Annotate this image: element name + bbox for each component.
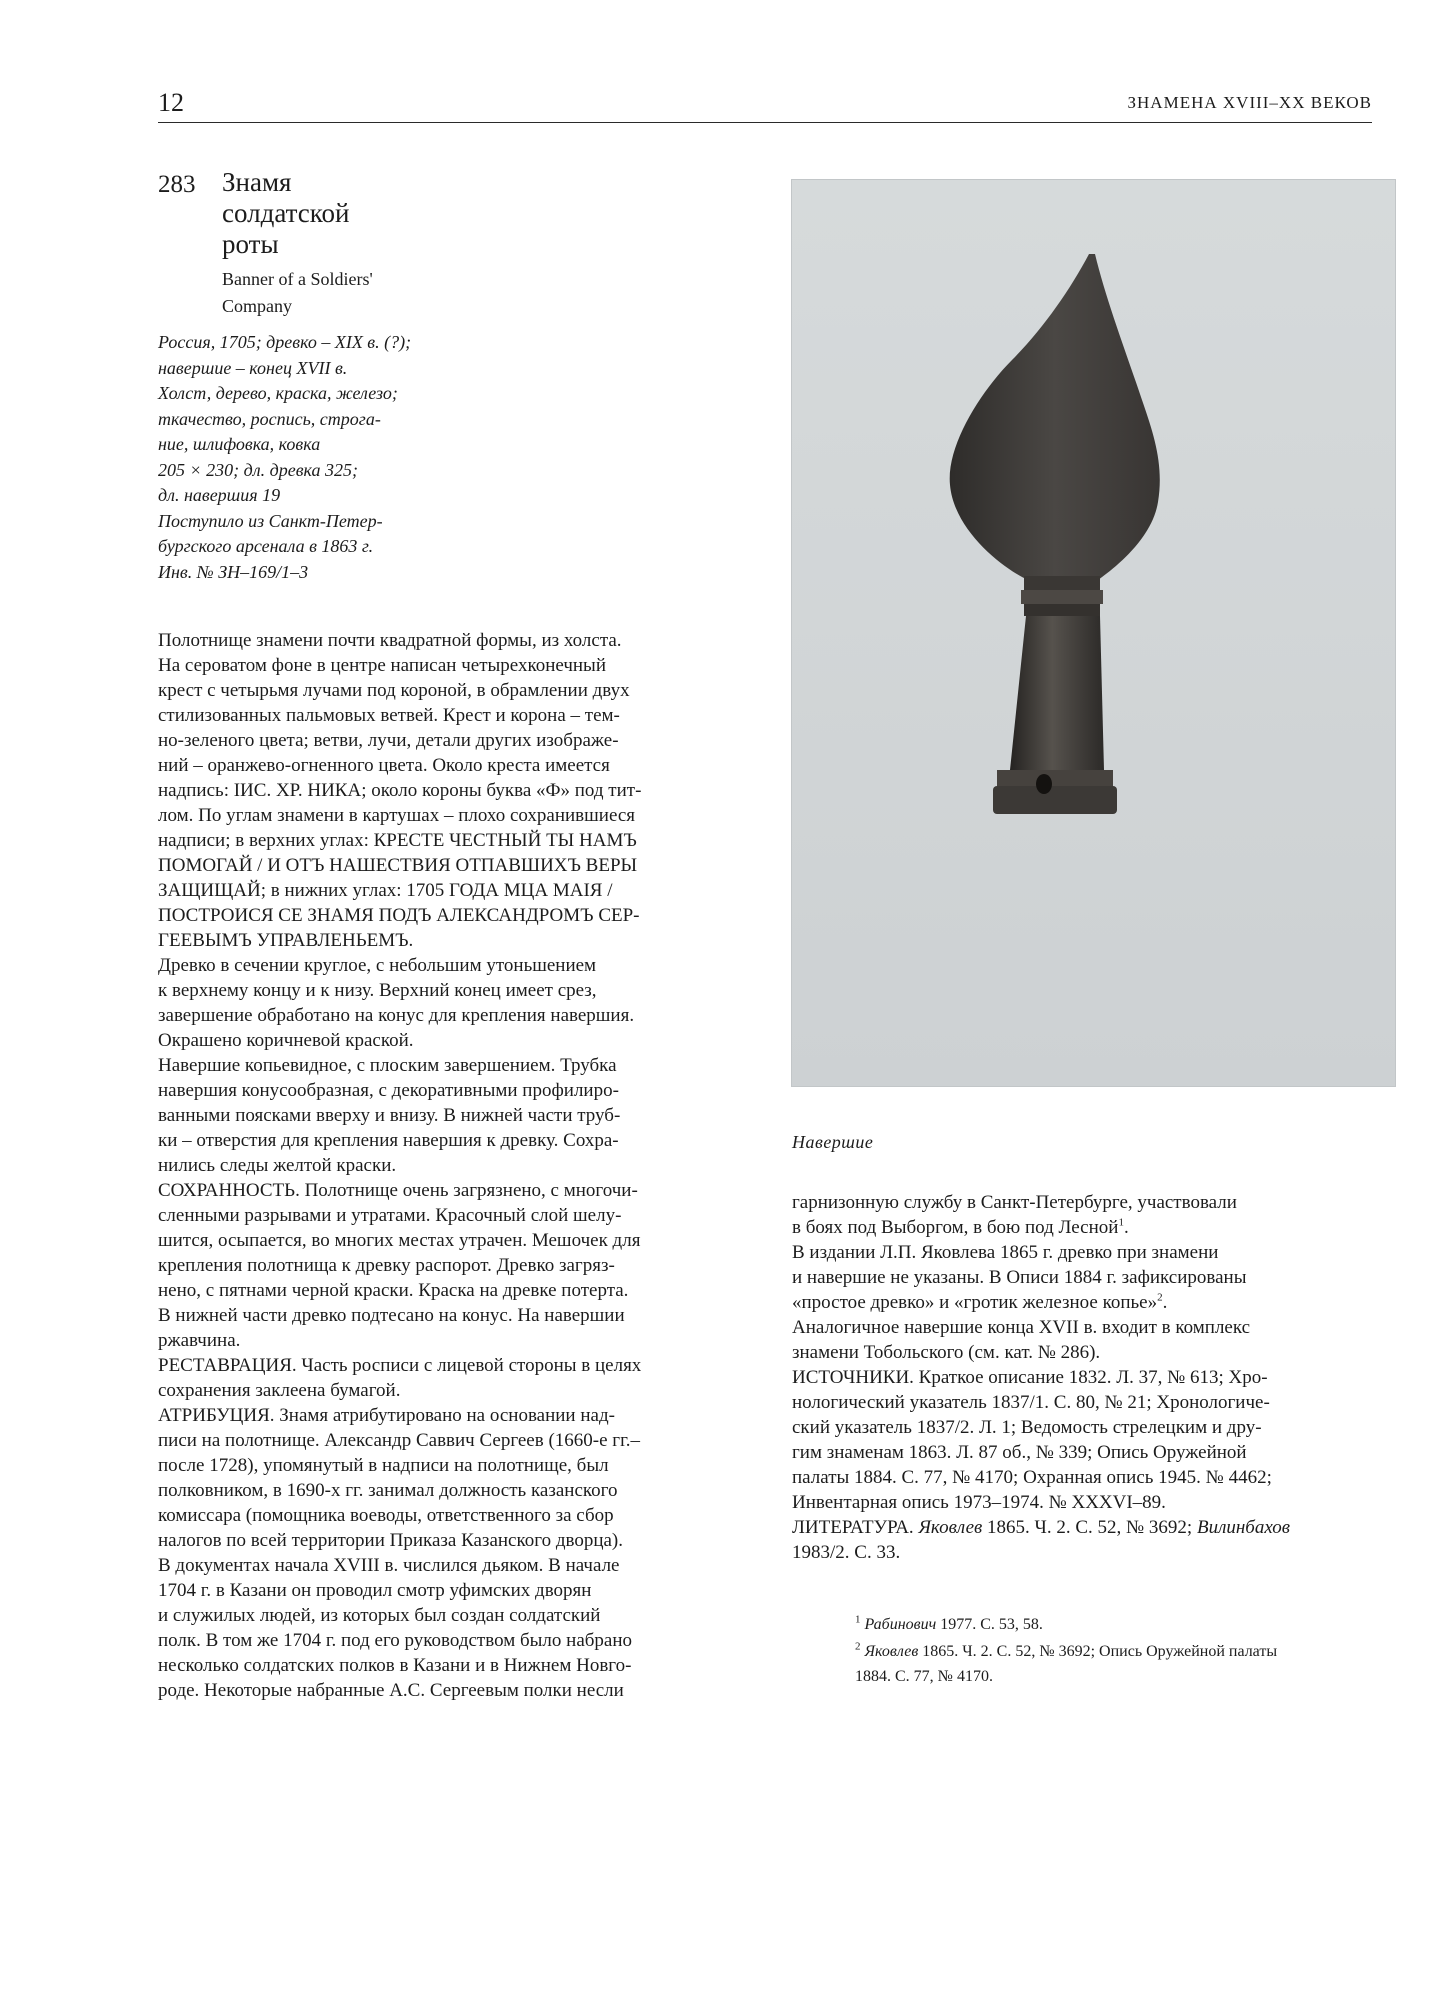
footnote-mark: 1 <box>855 1613 861 1626</box>
entry-title-en: Banner of a Soldiers' Company <box>222 269 373 316</box>
analogy-paragraph: Аналогичное навершие конца XVII в. входит в комплекс знамени Тобольского (см. кат. № 286). <box>792 1317 1251 1363</box>
footnote <box>855 1639 1395 1689</box>
literature-label: ЛИТЕРАТУРА. <box>792 1517 919 1538</box>
text-run: 1983/2. С. 33. <box>792 1542 901 1563</box>
literature-paragraph <box>792 1515 1392 1565</box>
description-paragraph: Полотнище знамени почти квадратной формы, из холста. На сероватом фоне в центре написан четырехконечный крест с четырьмя лучами под короной, в обрамлении двух стилизованных пальмовых ветвей. Крест и корона – тем- но-зеленого цвета; ветви, лучи, детали других изображе- ний – оранжево-огненного цвета. Около креста имеется надпись: ІИС. ХР. НИКА; около короны буква «Ф» под тит- лом. По углам знамени в картушах – плохо сохранившиеся надписи; в верхних углах: КРЕСТЕ ЧЕСТНЫЙ ТЫ НАМЪ ПОМОГАЙ / И ОТЪ НАШЕСТВИЯ ОТПАВШИХЪ ВЕРЫ ЗАЩИЩАЙ; в нижних углах: 1705 ГОДА МЦА МАІЯ / ПОСТРОИСЯ СЕ ЗНАМЯ ПОДЪ АЛЕКСАНДРОМЪ СЕР- ГЕЕВЫМЪ УПРАВЛЕНЬЕМЪ. <box>158 630 642 951</box>
description-paragraph: Навершие копьевидное, с плоским завершением. Трубка навершия конусообразная, с декоративными профилиро- ванными поясками вверху и внизу. В нижней части труб- ки – отверстия для крепления навершия к древку. Сохра- нились следы желтой краски. <box>158 1055 621 1176</box>
body-column-left <box>158 628 768 1703</box>
text-run: . <box>1123 1217 1129 1238</box>
catalog-number: 283 <box>158 171 196 198</box>
continuation-paragraph <box>792 1190 1392 1240</box>
entry-metadata: Россия, 1705; древко – XIX в. (?); навершие – конец XVII в. Холст, дерево, краска, железо; ткачество, роспись, строга- ние, шлифовка, ковка 205 × 230; дл. древка 325; дл. навершия 19 Поступило из Санкт-Петер- бургского арсенала в 1863 г. Инв. № ЗН–169/1–3 <box>158 332 412 582</box>
footnote-text: 1977. С. 53, 58. <box>936 1616 1043 1633</box>
body-column-right <box>792 1190 1392 1565</box>
text-run: В издании Л.П. Яковлева 1865 г. древко при знамени и навершие не указаны. В Описи 1884 г. зафиксированы «простое древко» и «гротик железное копье» <box>792 1242 1247 1313</box>
footnote-text: 1865. Ч. 2. С. 52, № 3692; Опись Оружейной палаты 1884. С. 77, № 4170. <box>855 1643 1278 1685</box>
footnote-mark: 2 <box>855 1640 861 1653</box>
running-title: ЗНАМЕНА XVIII–XX ВЕКОВ <box>1127 93 1372 112</box>
restoration-paragraph: РЕСТАВРАЦИЯ. Часть росписи с лицевой стороны в целях сохранения заклеена бумагой. <box>158 1355 642 1401</box>
entry-title-ru: Знамя солдатской роты <box>222 167 350 259</box>
description-paragraph: Древко в сечении круглое, с небольшим утоньшением к верхнему концу и к низу. Верхний конец имеет срез, завершение обработано на конус для крепления навершия. Окрашено коричневой краской. <box>158 955 635 1051</box>
author-name: Яковлев <box>864 1643 919 1660</box>
publication-paragraph <box>792 1240 1392 1315</box>
text-run: 1865. Ч. 2. С. 52, № 3692; <box>982 1517 1197 1538</box>
footnote <box>855 1612 1395 1637</box>
photo-caption: Навершие <box>792 1132 874 1152</box>
sources-paragraph: ИСТОЧНИКИ. Краткое описание 1832. Л. 37, № 613; Хро- нологический указатель 1837/1. С. 80, № 21; Хронологиче- ский указатель 1837/2. Л. 1; Ведомость стрелецким и дру- гим знаменам 1863. Л. 87 об., № 339; Опись Оружейной палаты 1884. С. 77, № 4170; Охранная опись 1945. № 4462; Инвентарная опись 1973–1974. № XXXVI–89. <box>792 1367 1272 1513</box>
page-number: 12 <box>158 88 184 117</box>
header-rule <box>158 122 1372 123</box>
finial-photo <box>791 179 1396 1087</box>
text-run: гарнизонную службу в Санкт-Петербурге, участвовали в боях под Выборгом, в бою под Лесной <box>792 1192 1237 1238</box>
attribution-paragraph: АТРИБУЦИЯ. Знамя атрибутировано на основании над- писи на полотнище. Александр Саввич Сергеев (1660-е гг.– после 1728), упомянутый в надписи на полотнище, был полковником, в 1690-х гг. занимал должность казанского комиссара (помощника воеводы, ответственного за сбор налогов по всей территории Приказа Казанского дворца). В документах начала XVIII в. числился дьяком. В начале 1704 г. в Казани он проводил смотр уфимских дворян и служилых людей, из которых был создан солдатский полк. В том же 1704 г. под его руководством было набрано несколько солдатских полков в Казани и в Нижнем Новго- роде. Некоторые набранные А.С. Сергеевым полки несли <box>158 1405 640 1701</box>
spear-finial-image <box>792 180 1395 1086</box>
footnote-ref[interactable]: 1 <box>1118 1216 1124 1229</box>
footnote-ref[interactable]: 2 <box>1157 1291 1163 1304</box>
footnotes <box>855 1612 1395 1691</box>
text-run: . <box>1162 1292 1168 1313</box>
author-name: Вилинбахов <box>1196 1517 1291 1538</box>
author-name: Яковлев <box>918 1517 983 1538</box>
author-name: Рабинович <box>864 1616 937 1633</box>
condition-paragraph: СОХРАННОСТЬ. Полотнище очень загрязнено, с многочи- сленными разрывами и утратами. Красочный слой шелу- шится, осыпается, во многих местах утрачен. Мешочек для крепления полотнища к древку распорот. Древко загряз- нено, с пятнами черной краски. Краска на древке потерта. В нижней части древко подтесано на конус. На навершии ржавчина. <box>158 1180 641 1351</box>
